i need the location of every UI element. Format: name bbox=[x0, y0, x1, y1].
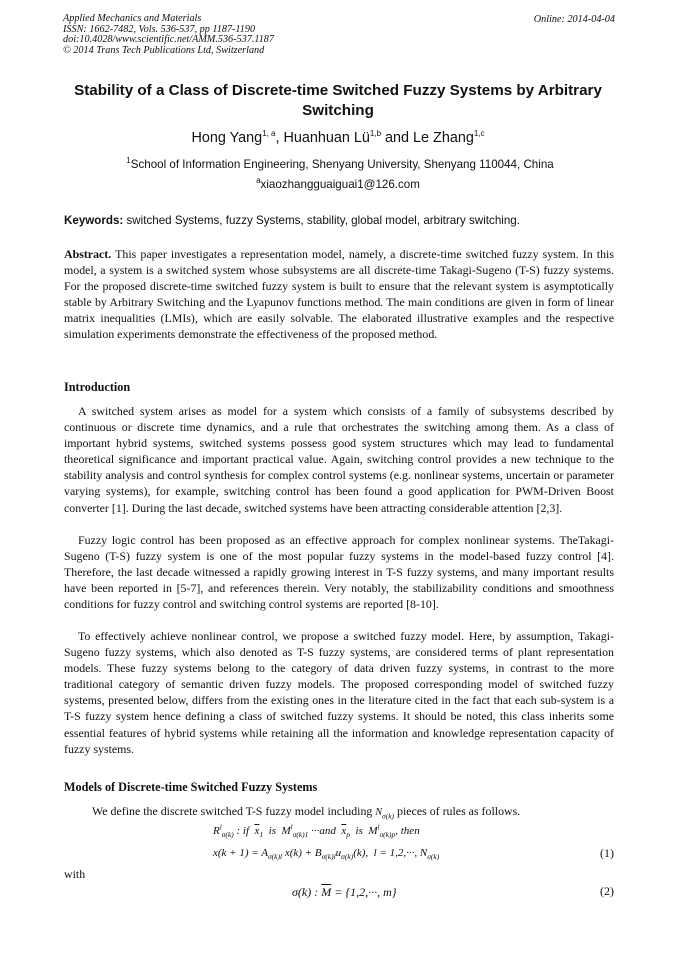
rule-formula: $R^l_{\sigma(k)}$ : if $\overline{x}_1$ is $M^l_{\sigma(k)1} \cdot\cdot\cdot and$ $\overline{x}_p$ is $M^l_{\sigma(k)p}$, then bbox=[213, 823, 420, 840]
equation-2-number: (2) bbox=[600, 884, 614, 898]
author-2: , Huanhuan Lü bbox=[275, 130, 370, 146]
introduction-heading: Introduction bbox=[64, 380, 131, 394]
affiliation bbox=[40, 158, 640, 171]
keywords bbox=[64, 214, 616, 227]
online-date: Online: 2014-04-04 bbox=[533, 14, 615, 25]
copyright-line: © 2014 Trans Tech Publications Ltd, Switzerland bbox=[63, 44, 265, 56]
affiliation-text: School of Information Engineering, Shenyang University, Shenyang 110044, China bbox=[130, 158, 554, 171]
author-email bbox=[58, 178, 618, 191]
issn-line: ISSN: 1662-7482, Vols. 536-537, pp 1187-1190 bbox=[63, 23, 256, 35]
journal-header bbox=[63, 14, 274, 56]
author-1: Hong Yang bbox=[191, 130, 263, 146]
author-3-sup: 1,c bbox=[473, 129, 485, 139]
intro-paragraph-3: To effectively achieve nonlinear control, we propose a switched fuzzy model. Here, by assumption, Takagi-Sugeno fuzzy systems, which also denoted as T-S fuzzy systems, are considered terms of plant representation models. These fuzzy systems belong to the category of data driven fuzzy systems, in contrast to the more traditional category of semantic driven fuzzy models. The proposed corresponding model of switched fuzzy systems, presented below, differs from the existing ones in the literature cited in the fact that each sub-system is a T-S fuzzy system hence defining a class of switched fuzzy systems. It should be noted, this class inherits some essential features of hybrid systems while retaining all the information and knowledge representation capacity of fuzzy systems. bbox=[64, 629, 614, 756]
switching-signal-equation: σ(k) : $\overline{M} = \{1,2,\cdot\cdot\cdot$, m} bbox=[292, 885, 397, 899]
email-sup: a bbox=[256, 176, 261, 186]
with-text: with bbox=[64, 867, 86, 881]
author-line bbox=[58, 130, 618, 146]
state-equation: $x(k + 1) = A_{\sigma(k)l}$ $x(k) + B_{\sigma(k)l}u_{\sigma(k)}(k)$, l = 1,2,···, $N_{\sigma(k)}$ bbox=[213, 847, 440, 862]
paper-title: Stability of a Class of Discrete-time Switched Fuzzy Systems by Arbitrary Switching bbox=[74, 82, 602, 119]
abstract-text: This paper investigates a representation model, namely, a discrete-time switched fuzzy system. In this model, a system is a switched system whose subsystems are all discrete-time Takagi-Sugeno (T-S) fuzzy systems. For the proposed discrete-time switched fuzzy system is built to ensure that the relevant system is asymptotically stable by Arbitrary Switching and the Lyapunov functions method. The main conditions are given in form of linear matrix inequalities (LMIs), which are easily solvable. The elaborated illustrative examples and the respective simulation experiments demonstrate the effectiveness of the proposed method. bbox=[64, 247, 614, 342]
models-heading: Models of Discrete-time Switched Fuzzy Systems bbox=[64, 780, 318, 794]
abstract-label: Abstract. bbox=[64, 247, 112, 261]
author-2-sup: 1,b bbox=[369, 129, 382, 139]
keywords-label: Keywords: bbox=[64, 214, 124, 227]
journal-name: Applied Mechanics and Materials bbox=[63, 13, 202, 24]
equation-1-number: (1) bbox=[600, 846, 614, 860]
models-intro: We define the discrete switched T-S fuzzy model including $N_{\sigma(k)}$ pieces of rules as follows. bbox=[92, 804, 521, 821]
intro-paragraph-1: A switched system arises as model for a system which consists of a family of subsystems described by continuous or discrete time dynamics, and a rule that orchestrates the switching among them. As a class of important hybrid systems, switched systems possess good system structures which may lead to fundamental theoretical significance and important practical value. Again, switching control provides a new technique to the stability analysis and control synthesis for complex control systems (e.g. nonlinear systems, uncertain or parameter varying systems), for example, switching control has been found a good application for PWM-Driven Boost converter [1]. During the last decade, switched systems have been attracting considerable attention [2,3]. bbox=[64, 404, 614, 515]
models-intro-b: pieces of rules as follows. bbox=[394, 804, 521, 818]
models-intro-a: We define the discrete switched T-S fuzzy model including bbox=[92, 804, 376, 818]
author-3: and Le Zhang bbox=[381, 130, 474, 146]
doi-line: doi:10.4028/www.scientific.net/AMM.536-537.1187 bbox=[63, 34, 274, 46]
author-1-sup: 1, a bbox=[262, 129, 276, 139]
email-text: xiaozhangguaiguai1@126.com bbox=[260, 178, 420, 191]
intro-paragraph-2: Fuzzy logic control has been proposed as an effective approach for complex nonlinear systems. TheTakagi-Sugeno (T-S) fuzzy system is one of the most popular fuzzy systems in the model-based fuzzy control [4]. Therefore, the last decade witnessed a rapidly growing interest in T-S fuzzy systems, and many important results have been reported in [5-7], and references therein. Very notably, the stabilizability conditions and smoothness conditions for fuzzy control and switching control systems are reported [8-10]. bbox=[64, 533, 614, 612]
abstract bbox=[64, 246, 614, 343]
keywords-text: switched Systems, fuzzy Systems, stability, global model, arbitrary switching. bbox=[123, 214, 520, 227]
affiliation-sup: 1 bbox=[126, 156, 131, 166]
